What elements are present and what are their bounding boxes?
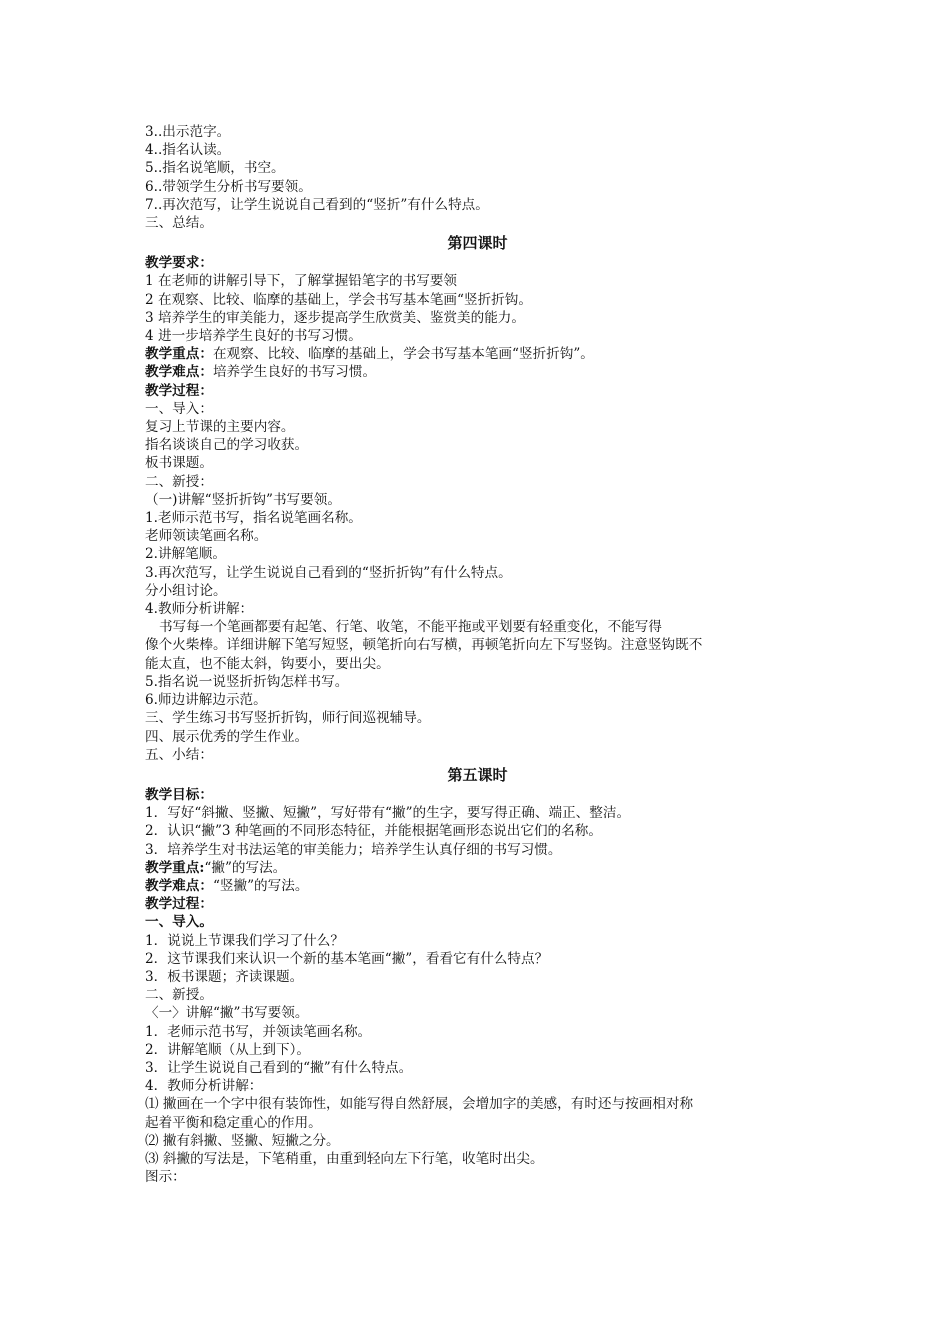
key-point-row (145, 345, 810, 363)
text-line: 3..出示范字。 (145, 124, 231, 140)
text-line: 1．老师示范书写，并领读笔画名称。 (145, 1023, 372, 1040)
text-line: 五、小结： (145, 746, 213, 763)
text-line: 4 进一步培养学生良好的书写习惯。 (145, 328, 362, 345)
text-line: 图示： (145, 1169, 186, 1186)
difficulty-text: “竖撇”的写法。 (212, 877, 309, 894)
text-line: 起着平衡和稳定重心的作用。 (145, 1114, 322, 1131)
text-line: 5..指名说笔顺，书空。 (145, 160, 285, 177)
section-heading-lesson-4: 第四课时 (447, 234, 508, 253)
label-key-point: 教学重点: (145, 859, 205, 876)
text-line: 像个火柴棒。详细讲解下笔写短竖，顿笔折向右写横，再顿笔折向左下写竖钩。注意竖钩既不 (145, 637, 703, 654)
difficulty-row (145, 877, 810, 895)
text-line: 老师领读笔画名称。 (145, 528, 268, 545)
text-line: 〈一〉讲解“撇”书写要领。 (145, 1005, 309, 1022)
text-line: ⑵ 撇有斜撇、竖撇、短撇之分。 (145, 1132, 340, 1149)
text-line: 3．让学生说说自己看到的“撇”有什么特点。 (145, 1059, 413, 1076)
section-heading-lesson-5: 第五课时 (447, 765, 508, 784)
text-line: 复习上节课的主要内容。 (145, 419, 295, 436)
text-line: 二、新授。 (145, 987, 213, 1004)
label-difficulty: 教学难点： (145, 364, 213, 381)
text-line: 4.教师分析讲解： (145, 601, 254, 618)
text-line: 板书课题。 (145, 455, 213, 472)
text-line: 7..再次范写，让学生说说自己看到的“竖折”有什么特点。 (145, 196, 489, 213)
document-page (145, 123, 810, 1186)
text-line: 1.老师示范书写，指名说笔画名称。 (145, 510, 362, 527)
difficulty-row (145, 363, 810, 381)
text-line: 分小组讨论。 (145, 582, 227, 599)
text-line: 4..指名认读。 (145, 142, 231, 159)
key-point-text: “撇”的写法。 (204, 859, 287, 876)
key-point-text: 在观察、比较、临摩的基础上，学会书写基本笔画“竖折折钩”。 (212, 346, 594, 363)
text-line: 3．板书课题；齐读课题。 (145, 968, 304, 985)
text-line: 2．认识“撇”3 种笔画的不同形态特征，并能根据笔画形态说出它们的名称。 (145, 823, 602, 840)
label-key-point: 教学重点： (145, 346, 213, 363)
text-line: 4．教师分析讲解： (145, 1078, 263, 1095)
text-line: 三、总结。 (145, 215, 213, 232)
text-line: 二、新授： (145, 473, 213, 490)
text-line: 四、展示优秀的学生作业。 (145, 728, 309, 745)
text-line: 3．培养学生对书法运笔的审美能力；培养学生认真仔细的书写习惯。 (145, 841, 562, 858)
text-line: 书写每一个笔画都要有起笔、行笔、收笔，不能平拖或平划要有轻重变化，不能写得 (159, 619, 662, 636)
text-line: 2.讲解笔顺。 (145, 546, 226, 563)
label-teaching-process: 教学过程： (145, 896, 213, 913)
difficulty-text: 培养学生良好的书写习惯。 (212, 364, 377, 381)
text-line: 1．写好“斜撇、竖撇、短撇”，写好带有“撇”的生字，要写得正确、端正、整洁。 (145, 805, 631, 822)
text-line: 5.指名说一说竖折折钩怎样书写。 (145, 673, 349, 690)
text-line: 6..带领学生分析书写要领。 (145, 178, 312, 195)
text-line: 1 在老师的讲解引导下，了解掌握铅笔字的书写要领 (145, 273, 458, 290)
text-line: 三、学生练习书写竖折折钩，师行间巡视辅导。 (145, 710, 431, 727)
text-line: 1．说说上节课我们学习了什么？ (145, 932, 344, 949)
text-line: 3.再次范写，让学生说说自己看到的“竖折折钩”有什么特点。 (145, 564, 512, 581)
text-line: ⑶ 斜撇的写法是，下笔稍重，由重到轻向左下行笔，收笔时出尖。 (145, 1150, 544, 1167)
text-line: 能太直，也不能太斜，钩要小，要出尖。 (145, 655, 390, 672)
text-line: （一)讲解“竖折折钩”书写要领。 (145, 491, 341, 508)
text-line: 指名谈谈自己的学习收获。 (145, 437, 309, 454)
label-teaching-process: 教学过程： (145, 382, 213, 399)
text-line: 2 在观察、比较、临摩的基础上，学会书写基本笔画“竖折折钩。 (145, 291, 532, 308)
label-teaching-goals: 教学目标： (145, 786, 213, 803)
text-line: ⑴ 撇画在一个字中很有装饰性，如能写得自然舒展，会增加字的美感，有时还与按画相对称 (145, 1096, 694, 1113)
text-line: 一、导入。 (145, 914, 213, 931)
key-point-row (145, 859, 810, 877)
text-line: 3 培养学生的审美能力，逐步提高学生欣赏美、鉴赏美的能力。 (145, 309, 525, 326)
text-line: 6.师边讲解边示范。 (145, 692, 267, 709)
label-teaching-requirements: 教学要求： (145, 255, 213, 272)
text-line: 2．这节课我们来认识一个新的基本笔画“撇”，看看它有什么特点？ (145, 950, 549, 967)
text-line: 2．讲解笔顺（从上到下）。 (145, 1041, 310, 1058)
text-line: 一、导入： (145, 400, 213, 417)
label-difficulty: 教学难点： (145, 877, 213, 894)
